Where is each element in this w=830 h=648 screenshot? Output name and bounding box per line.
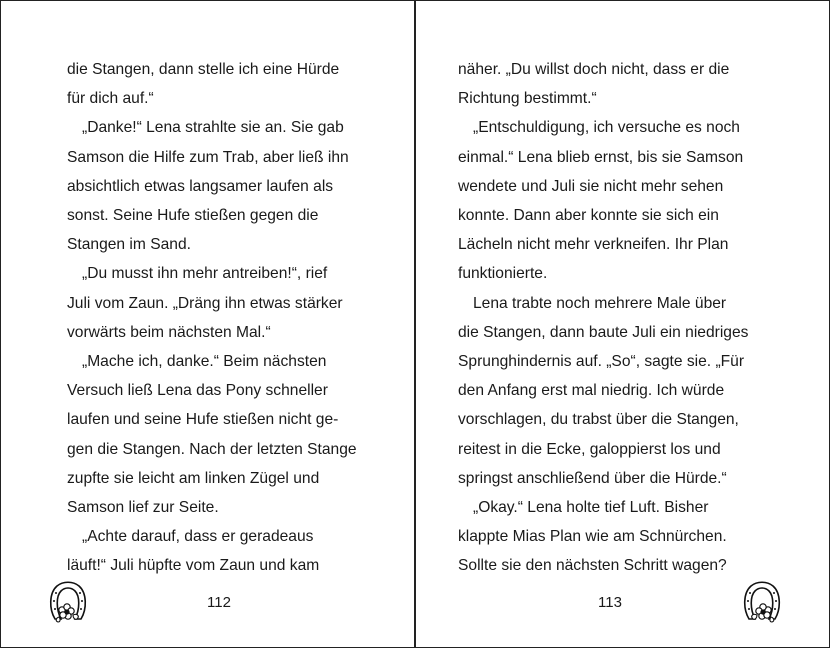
text-line: springst anschließend über die Hürde.“ [458, 469, 727, 487]
text-line: Samson die Hilfe zum Trab, aber ließ ihn [67, 148, 349, 166]
text-line: Richtung bestimmt.“ [458, 90, 597, 108]
page-number-right: 113 [598, 594, 622, 611]
text-line: laufen und seine Hufe stießen nicht ge- [67, 411, 339, 429]
horseshoe-flower-icon [741, 579, 783, 625]
text-line: läuft!“ Juli hüpfte vom Zaun und kam [67, 557, 320, 575]
text-line: „Mache ich, danke.“ Beim nächsten [82, 353, 327, 371]
text-line: die Stangen, dann stelle ich eine Hürde [67, 61, 340, 78]
text-line: „Okay.“ Lena holte tief Luft. Bisher [473, 499, 709, 517]
text-line: Stangen im Sand. [67, 236, 191, 254]
right-page-text [458, 55, 768, 581]
text-line: Lena trabte noch mehrere Male über [473, 294, 727, 312]
left-page-text [67, 55, 377, 581]
text-line: den Anfang erst mal niedrig. Ich würde [458, 382, 725, 400]
horseshoe-flower-icon [47, 579, 89, 625]
text-line: absichtlich etwas langsamer laufen als [67, 177, 334, 195]
text-line: klappte Mias Plan wie am Schnürchen. [458, 528, 727, 546]
page-number-left: 112 [207, 594, 231, 611]
text-line: die Stangen, dann baute Juli ein niedriges [458, 323, 749, 341]
text-line: reitest in die Ecke, galoppierst los und [458, 440, 721, 458]
text-line: wendete und Juli sie nicht mehr sehen [458, 177, 724, 195]
text-line: Sprunghindernis auf. „So“, sagte sie. „Für [458, 353, 745, 371]
text-line: sonst. Seine Hufe stießen gegen die [67, 207, 319, 225]
text-line: zupfte sie leicht am linken Zügel und [67, 469, 320, 487]
text-line: „Du musst ihn mehr antreiben!“, rief [82, 265, 328, 283]
text-line: „Achte darauf, dass er geradeaus [82, 528, 314, 546]
text-line: näher. „Du willst doch nicht, dass er die [458, 61, 730, 78]
text-line: Samson lief zur Seite. [67, 499, 219, 517]
text-line: vorschlagen, du trabst über die Stangen, [458, 411, 739, 429]
text-line: vorwärts beim nächsten Mal.“ [67, 323, 271, 341]
text-line: für dich auf.“ [67, 90, 154, 108]
text-line: einmal.“ Lena blieb ernst, bis sie Samson [458, 148, 744, 166]
text-line: Versuch ließ Lena das Pony schneller [67, 382, 328, 400]
text-line: gen die Stangen. Nach der letzten Stange [67, 440, 357, 458]
text-line: konnte. Dann aber konnte sie sich ein [458, 207, 719, 225]
text-line: Juli vom Zaun. „Dräng ihn etwas stärker [67, 294, 343, 312]
text-line: Sollte sie den nächsten Schritt wagen? [458, 557, 727, 575]
text-line: funktionierte. [458, 265, 548, 283]
text-line: „Danke!“ Lena strahlte sie an. Sie gab [82, 119, 344, 137]
text-line: „Entschuldigung, ich versuche es noch [473, 119, 740, 137]
page-gutter-divider [414, 1, 416, 647]
text-line: Lächeln nicht mehr verkneifen. Ihr Plan [458, 236, 729, 254]
